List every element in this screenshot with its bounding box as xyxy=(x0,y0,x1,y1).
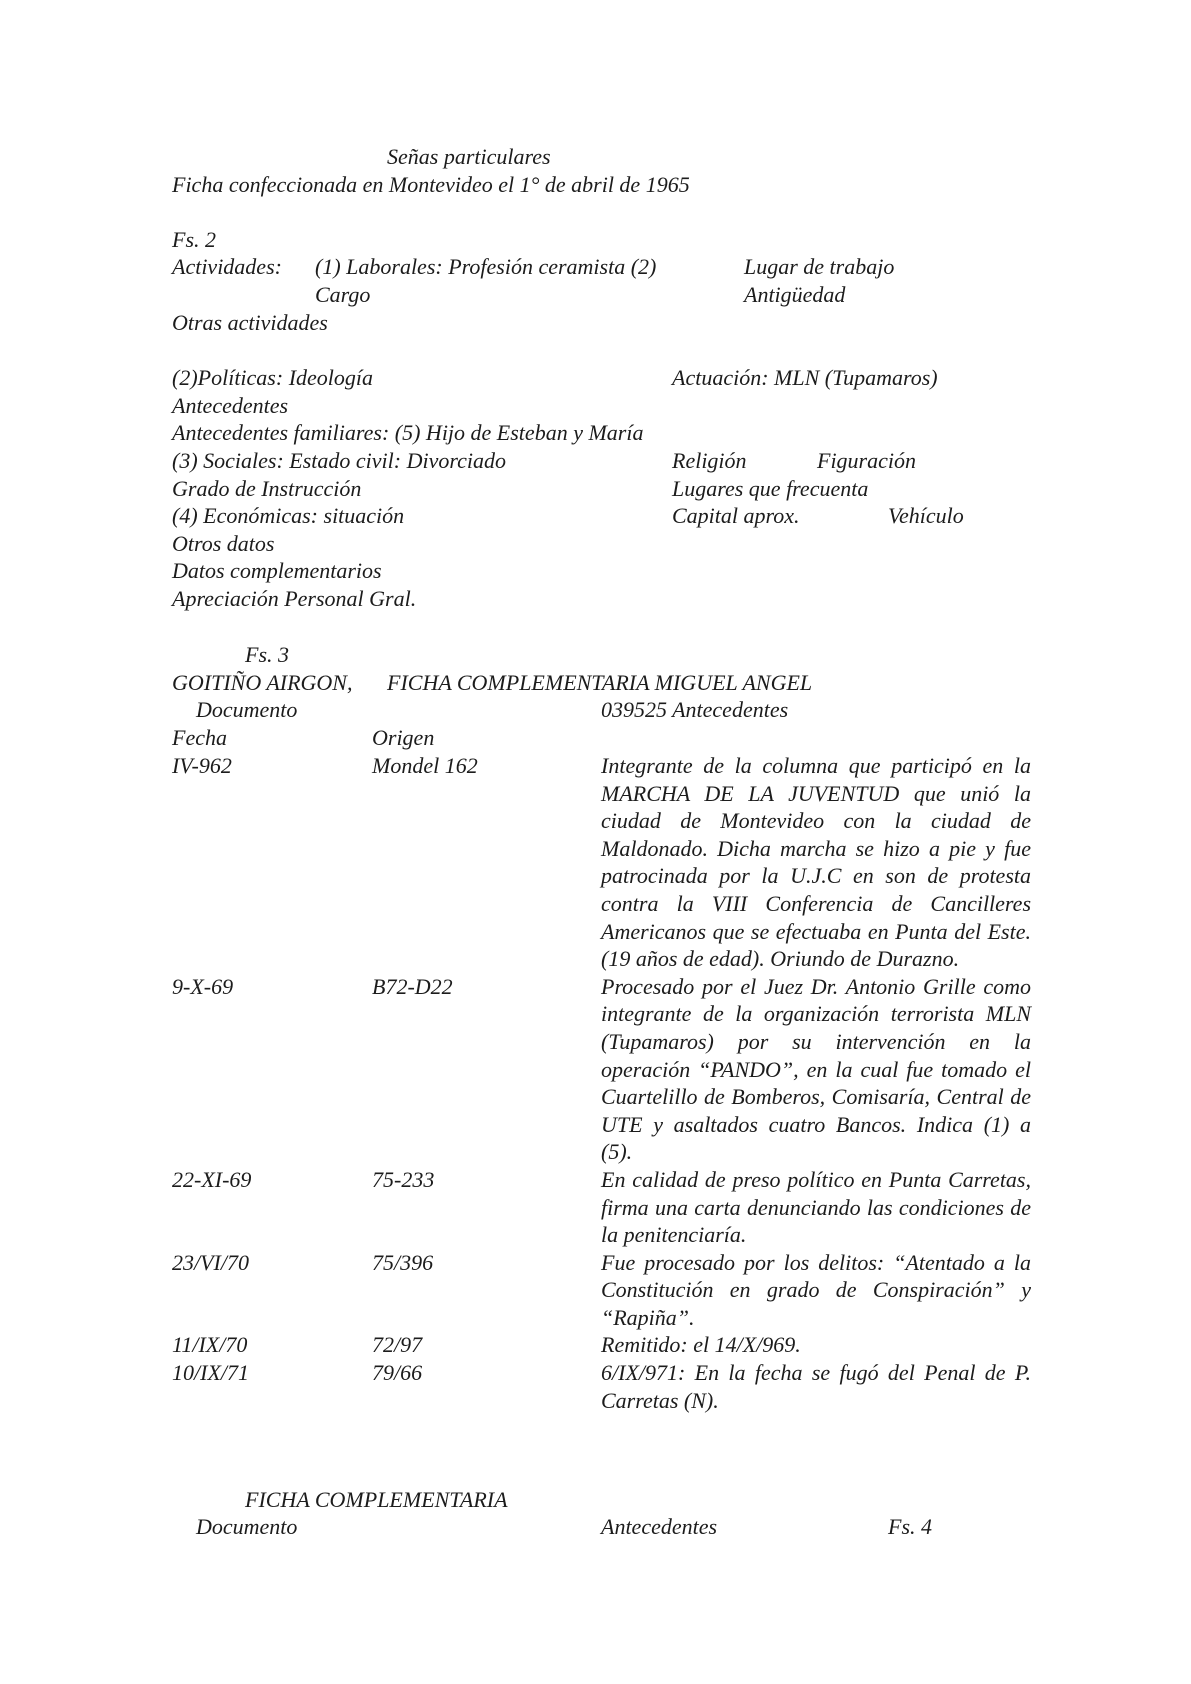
entry-date: 23/VI/70 xyxy=(172,1249,249,1275)
complementary-data-field: Datos complementarios xyxy=(172,558,382,583)
document-label-fs4: Documento xyxy=(196,1514,298,1539)
capital-field: Capital aprox. xyxy=(672,503,800,528)
background-field: Antecedentes xyxy=(172,393,289,418)
entry-origin: Mondel 162 xyxy=(372,753,478,778)
background-label-fs4: Antecedentes xyxy=(601,1514,718,1539)
column-header-date: Fecha xyxy=(172,725,227,750)
education-field: Grado de Instrucción xyxy=(172,476,362,501)
entry-origin: 75/396 xyxy=(372,1249,434,1275)
made-in-line: Ficha confeccionada en Montevideo el 1° de abril de 1965 xyxy=(172,172,690,197)
folio-fs3: Fs. 3 xyxy=(245,642,289,667)
entry-description: Integrante de la columna que participó en la MARCHA DE LA JUVENTUD que unió la ciudad de Montevideo con la ciudad de Maldonado. Dicha marcha se hizo a pie y fue patrocinada por la U.J.C en son de protesta contra la VIII Conferencia de Cancilleres Americanos que se efectuaba en Punta del Este. (19 años de edad). Oriundo de Durazno. xyxy=(601,753,1031,972)
entry-date: 22-XI-69 xyxy=(172,1166,252,1192)
activities-label: Actividades: xyxy=(172,254,282,279)
table-row xyxy=(172,752,1032,973)
position-field: Cargo xyxy=(315,282,371,307)
table-row xyxy=(172,1331,1032,1359)
entry-date: 10/IX/71 xyxy=(172,1360,249,1386)
entry-date: 11/IX/70 xyxy=(172,1332,248,1358)
table-row xyxy=(172,973,1032,1166)
personal-assessment-field: Apreciación Personal Gral. xyxy=(172,586,417,611)
entry-description: 6/IX/971: En la fecha se fugó del Penal de P. Carretas (N). xyxy=(601,1360,1031,1413)
subject-surname: GOITIÑO AIRGON, xyxy=(172,670,353,695)
entry-description: En calidad de preso político en Punta Carretas, firma una carta denunciando las condiciones de la penitenciaría. xyxy=(601,1166,1031,1248)
family-background-field: Antecedentes familiares: (5) Hijo de Esteban y María xyxy=(172,420,644,445)
document-number: 039525 Antecedentes xyxy=(601,697,789,722)
section-title-senas: Señas particulares xyxy=(387,144,551,169)
actuacion-field: Actuación: MLN (Tupamaros) xyxy=(672,365,938,390)
entries-table xyxy=(172,752,1032,1414)
table-row xyxy=(172,1249,1032,1332)
political-field: (2)Políticas: Ideología xyxy=(172,365,374,390)
folio-fs2: Fs. 2 xyxy=(172,227,216,252)
entry-description: Fue procesado por los delitos: “Atentado a la Constitución en grado de Conspiración” y “Rapiña”. xyxy=(601,1249,1031,1330)
section-title-fs4: FICHA COMPLEMENTARIA xyxy=(245,1487,508,1512)
economic-field: (4) Económicas: situación xyxy=(172,503,405,528)
entry-origin: B72-D22 xyxy=(372,973,453,999)
column-header-origin: Origen xyxy=(372,725,435,750)
folio-fs4: Fs. 4 xyxy=(888,1514,932,1539)
other-activities-field: Otras actividades xyxy=(172,310,328,335)
religion-field: Religión xyxy=(672,448,747,473)
workplace-field: Lugar de trabajo xyxy=(744,254,895,279)
social-field: (3) Sociales: Estado civil: Divorciado xyxy=(172,448,506,473)
table-row xyxy=(172,1166,1032,1249)
entry-date: IV-962 xyxy=(172,753,232,778)
vehicle-field: Vehículo xyxy=(888,503,964,528)
record-title: FICHA COMPLEMENTARIA MIGUEL ANGEL xyxy=(387,670,813,695)
labor-field: (1) Laborales: Profesión ceramista (2) xyxy=(315,254,657,279)
entry-origin: 72/97 xyxy=(372,1332,423,1358)
entry-date: 9-X-69 xyxy=(172,973,234,999)
entry-origin: 79/66 xyxy=(372,1360,423,1386)
document-label: Documento xyxy=(196,697,298,722)
seniority-field: Antigüedad xyxy=(744,282,846,307)
figuration-field: Figuración xyxy=(817,448,916,473)
table-row xyxy=(172,1359,1032,1414)
places-field: Lugares que frecuenta xyxy=(672,476,869,501)
entry-description: Remitido: el 14/X/969. xyxy=(601,1332,801,1358)
entry-origin: 75-233 xyxy=(372,1166,435,1192)
entry-description: Procesado por el Juez Dr. Antonio Grille como integrante de la organización terrorista MLN (Tupamaros) por su intervención en la operación “PANDO”, en la cual fue tomado el Cuartelillo de Bomberos, Comisaría, Central de UTE y asaltados cuatro Bancos. Indica (1) a (5). xyxy=(601,973,1031,1165)
other-data-field: Otros datos xyxy=(172,531,275,556)
